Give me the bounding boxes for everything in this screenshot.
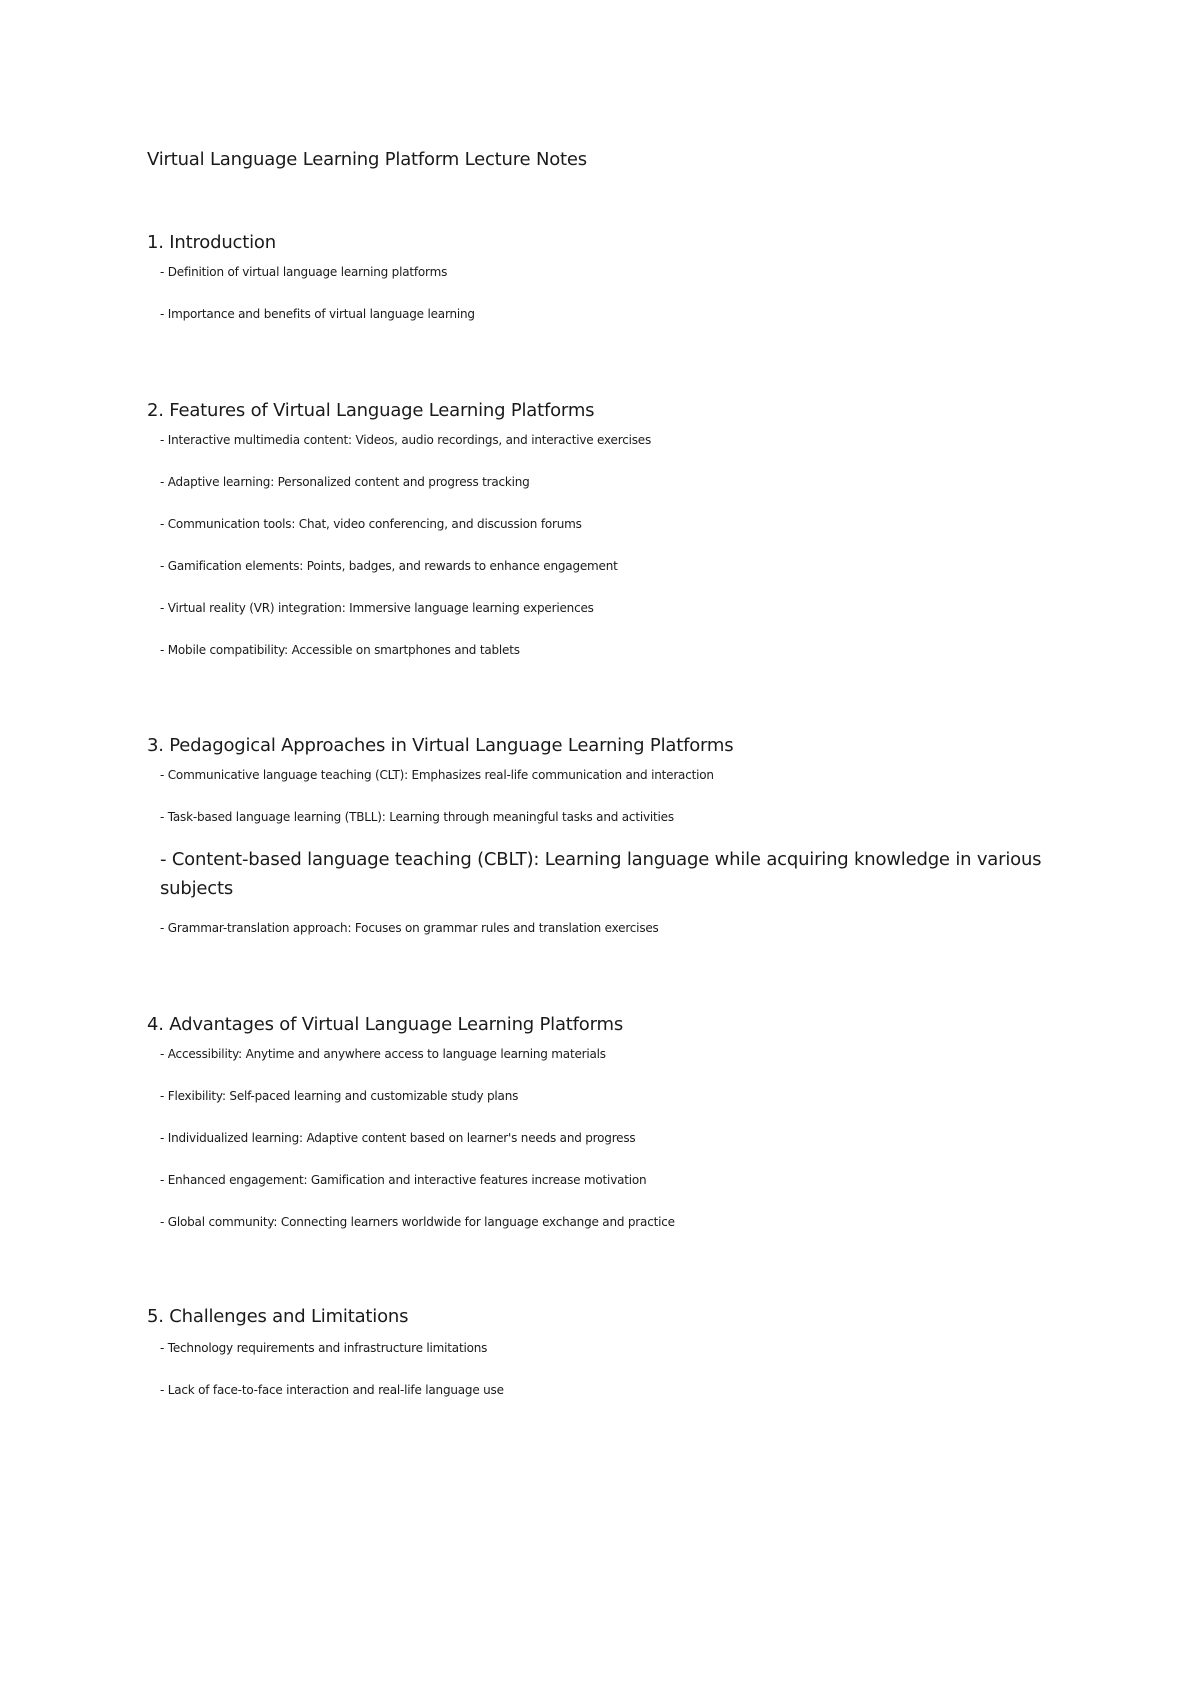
list-item: - Adaptive learning: Personalized content and progress tracking (160, 475, 530, 489)
list-item: - Flexibility: Self-paced learning and customizable study plans (160, 1089, 519, 1103)
list-item: - Grammar-translation approach: Focuses on grammar rules and translation exercises (160, 921, 659, 935)
list-item: - Content-based language teaching (CBLT): Learning language while acquiring knowledge in various subjects (160, 849, 1042, 899)
list-item: - Communicative language teaching (CLT): Emphasizes real-life communication and interaction (160, 768, 714, 782)
section-heading-advantages: 4. Advantages of Virtual Language Learning Platforms (147, 1014, 624, 1035)
section-heading-features: 2. Features of Virtual Language Learning Platforms (147, 400, 595, 421)
document-title: Virtual Language Learning Platform Lecture Notes (147, 149, 587, 170)
list-item: - Task-based language learning (TBLL): Learning through meaningful tasks and activities (160, 810, 674, 824)
list-item: - Technology requirements and infrastructure limitations (160, 1341, 488, 1355)
list-item: - Individualized learning: Adaptive content based on learner's needs and progress (160, 1131, 636, 1145)
list-item: - Virtual reality (VR) integration: Immersive language learning experiences (160, 601, 594, 615)
list-item: - Gamification elements: Points, badges, and rewards to enhance engagement (160, 559, 618, 573)
list-item: - Lack of face-to-face interaction and real-life language use (160, 1383, 504, 1397)
list-item: - Communication tools: Chat, video conferencing, and discussion forums (160, 517, 582, 531)
section-heading-pedagogical-approaches: 3. Pedagogical Approaches in Virtual Language Learning Platforms (147, 735, 734, 756)
list-item: - Importance and benefits of virtual language learning (160, 307, 475, 321)
list-item: - Definition of virtual language learning platforms (160, 265, 448, 279)
list-item: - Mobile compatibility: Accessible on smartphones and tablets (160, 643, 520, 657)
list-item: - Interactive multimedia content: Videos, audio recordings, and interactive exercises (160, 433, 652, 447)
list-item: - Enhanced engagement: Gamification and interactive features increase motivation (160, 1173, 647, 1187)
section-heading-challenges: 5. Challenges and Limitations (147, 1306, 409, 1327)
section-heading-introduction: 1. Introduction (147, 232, 276, 253)
list-item: - Accessibility: Anytime and anywhere access to language learning materials (160, 1047, 606, 1061)
list-item: - Global community: Connecting learners worldwide for language exchange and practice (160, 1215, 675, 1229)
